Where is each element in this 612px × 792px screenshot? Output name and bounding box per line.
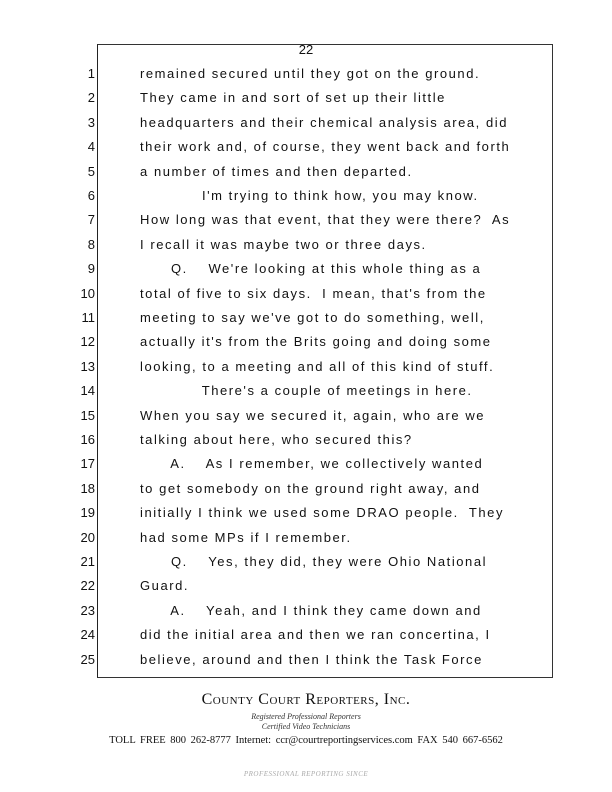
line-number: 1 — [87, 66, 95, 81]
line-text: They came in and sort of set up their little — [140, 90, 446, 106]
transcript-line — [0, 188, 612, 212]
line-number: 14 — [80, 383, 95, 399]
line-text: A. As I remember, we collectively wanted — [140, 456, 484, 472]
since-note: PROFESSIONAL REPORTING SINCE — [243, 770, 369, 778]
transcript-line — [0, 237, 612, 261]
line-number: 23 — [80, 602, 95, 618]
transcript-line — [0, 456, 612, 480]
line-number: 13 — [80, 358, 95, 374]
transcript-line — [0, 261, 612, 285]
line-number: 6 — [87, 188, 95, 203]
transcript-line — [0, 627, 612, 651]
line-number: 25 — [80, 651, 95, 667]
line-text: to get somebody on the ground right away, and — [140, 480, 481, 496]
transcript-line — [0, 115, 612, 139]
line-number: 4 — [87, 139, 95, 155]
transcript-line — [0, 212, 612, 236]
transcript-line — [0, 286, 612, 310]
line-text: meeting to say we've got to do something, well, — [140, 310, 485, 325]
transcript-line — [0, 481, 612, 505]
line-text: There's a couple of meetings in here. — [140, 383, 473, 399]
transcript-line — [0, 578, 612, 602]
company-name: County Court Reporters, Inc. — [201, 691, 411, 708]
transcript-line — [0, 334, 612, 358]
line-number: 16 — [80, 432, 95, 447]
transcript-line — [0, 90, 612, 114]
line-number: 20 — [80, 529, 95, 545]
line-text: talking about here, who secured this? — [140, 432, 413, 447]
line-text: a number of times and then departed. — [140, 163, 413, 179]
line-number: 8 — [87, 236, 95, 252]
tagline-2: Certified Video Technicians — [261, 722, 351, 731]
line-number: 11 — [81, 310, 95, 325]
line-number: 22 — [80, 578, 95, 594]
line-number: 19 — [80, 505, 95, 521]
contact-info: TOLL FREE 800 262-8777 Internet: ccr@courtreportingservices.com FAX 540 667-6562 — [109, 735, 503, 746]
transcript-line — [0, 603, 612, 627]
line-number: 15 — [80, 407, 95, 423]
transcript-line — [0, 139, 612, 163]
transcript-line — [0, 554, 612, 578]
transcript-line — [0, 652, 612, 676]
line-text: Q. Yes, they did, they were Ohio National — [140, 554, 488, 569]
line-text: When you say we secured it, again, who are we — [140, 407, 486, 423]
transcript-line — [0, 432, 612, 456]
transcript-line — [0, 383, 612, 407]
line-number: 21 — [80, 554, 95, 569]
transcript-line — [0, 359, 612, 383]
line-number: 18 — [80, 480, 95, 496]
transcript-line — [0, 408, 612, 432]
line-text: looking, to a meeting and all of this kind of stuff. — [140, 358, 495, 374]
line-number: 2 — [87, 90, 95, 106]
transcript-line — [0, 530, 612, 554]
transcript-line — [0, 310, 612, 334]
line-text: A. Yeah, and I think they came down and — [140, 602, 482, 618]
line-text: Guard. — [140, 578, 190, 594]
line-text: Q. We're looking at this whole thing as a — [140, 261, 482, 277]
tagline-1: Registered Professional Reporters — [251, 712, 361, 721]
line-text: initially I think we used some DRAO people. They — [140, 505, 505, 521]
line-number: 9 — [87, 261, 95, 277]
line-text: How long was that event, that they were there? As — [140, 212, 511, 228]
line-text: had some MPs if I remember. — [140, 529, 352, 545]
line-text: did the initial area and then we ran concertina, I — [140, 627, 491, 643]
transcript-line — [0, 66, 612, 90]
line-number: 3 — [87, 114, 95, 130]
page-number: 22 — [298, 42, 314, 57]
line-text: I'm trying to think how, you may know. — [140, 188, 479, 203]
line-text: total of five to six days. I mean, that's from the — [140, 285, 487, 301]
line-text: believe, around and then I think the Task Force — [140, 651, 483, 667]
line-text: actually it's from the Brits going and doing some — [140, 334, 492, 350]
transcript-line — [0, 505, 612, 529]
line-number: 5 — [87, 163, 95, 179]
line-number: 10 — [80, 285, 95, 301]
line-text: remained secured until they got on the ground. — [140, 66, 481, 81]
line-text: their work and, of course, they went back and forth — [140, 139, 511, 155]
line-number: 24 — [80, 627, 95, 643]
line-text: headquarters and their chemical analysis area, did — [140, 114, 508, 130]
line-number: 12 — [80, 334, 95, 350]
line-text: I recall it was maybe two or three days. — [140, 236, 427, 252]
transcript-line — [0, 164, 612, 188]
line-number: 7 — [87, 212, 95, 228]
line-number: 17 — [80, 456, 95, 472]
